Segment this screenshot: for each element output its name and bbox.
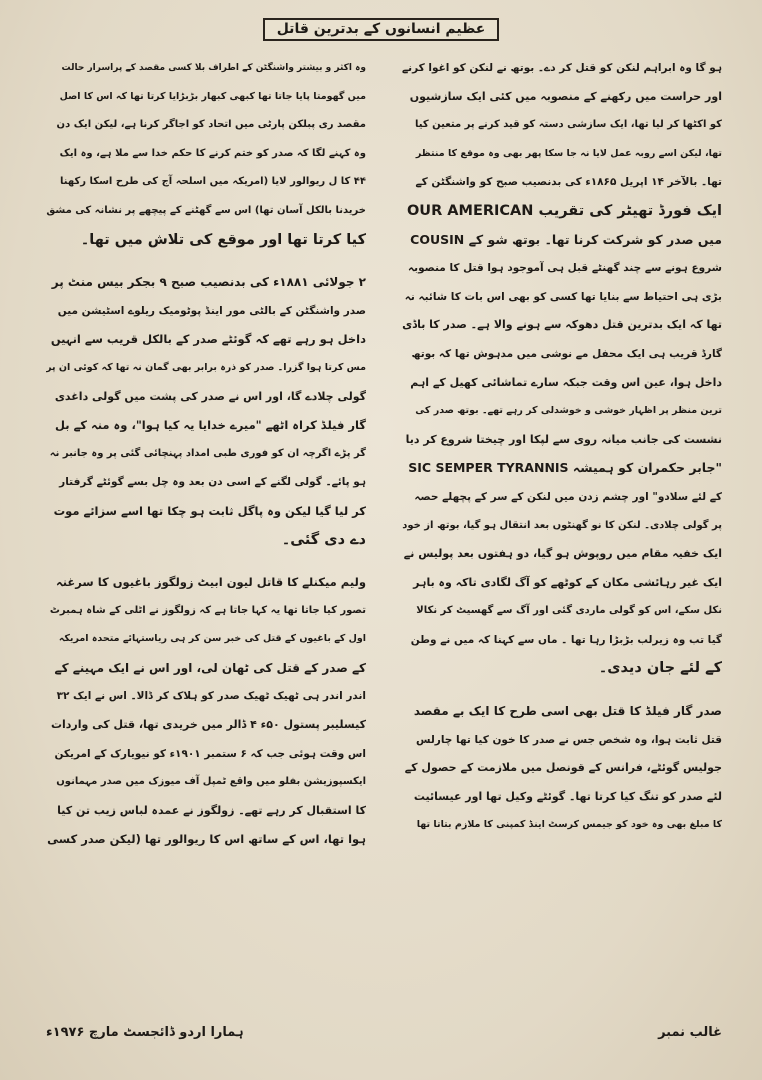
text-line: اول کے باغیوں کے قتل کی خبر سن کر ہی ریاستہائے متحدہ امریکہ <box>58 633 366 645</box>
text-line: کا استقبال کر رہے تھے۔ زولگوز نے عمدہ لباس زیب تن کیا <box>57 803 366 817</box>
text-line: میں صدر کو شرکت کرنا تھا۔ بوتھ شو کے COUSIN <box>410 231 722 247</box>
text-line: ہوا تھا، اس کے ساتھ اس کا ریوالور تھا (لیکن صدر کسی <box>47 832 366 847</box>
text-line: "جابر حکمران کو ہمیشہ SIC SEMPER TYRANNIS <box>408 460 722 476</box>
paragraph <box>402 697 722 840</box>
text-line: جولیس گوئٹے، فرانس کے قونصل میں ملازمت کے حصول کے <box>404 761 722 775</box>
text-line: تھا کہ ایک بدترین قتل دھوکہ سے ہونے والا ہے۔ صدر کا باڈی <box>402 318 722 332</box>
text-line: صدر واشنگٹن کے بالٹی مور اینڈ پوٹومیک ریلوے اسٹیشن میں <box>57 304 366 317</box>
text-line: کے صدر کے قتل کی ٹھان لی، اور اس نے ایک مہینے کے <box>54 660 366 675</box>
text-line: ایک غیر رہائشی مکان کے کوٹھے کو آگ لگادی تاکہ وہ باہر <box>413 575 722 589</box>
text-line: گارڈ قریب ہی ایک محفل مے نوشی میں مدہوش تھا کہ بوتھ <box>411 347 722 360</box>
text-line: پر گولی چلادی۔ لنکن کا نو گھنٹوں بعد انتقال ہو گیا، بوتھ از خود <box>402 519 722 531</box>
text-line: ایک فورڈ تھیٹر کی تقریب OUR AMERICAN <box>406 202 722 219</box>
footer-issue: غالب نمبر <box>658 1025 722 1040</box>
paragraph <box>46 54 366 254</box>
text-line: ترین منظر پر اظہار خوشی و خوشدلی کر رہے تھے۔ بوتھ صدر کی <box>415 405 722 417</box>
page-footer <box>46 1025 722 1040</box>
text-line: ہو پائے۔ گولی لگنے کے اسی دن بعد وہ چل بسے گوئٹے گرفتار <box>59 476 366 489</box>
text-line: شروع ہونے سے چند گھنٹے قبل ہی آموجود ہوا قتل کا منصوبہ <box>407 262 722 275</box>
text-line: ۲ جولائی ۱۸۸۱ء کی بدنصیب صبح ۹ بجکر بیس منٹ پر <box>51 275 366 290</box>
page-header <box>0 18 762 41</box>
text-line: وہ اکثر و بیشتر واشنگٹن کے اطراف بلا کسی مقصد کے پراسرار حالت <box>61 63 366 73</box>
text-line: بڑی ہی احتیاط سے بنایا تھا کسی کو بھی اس بات کا شائبہ نہ <box>404 290 722 303</box>
text-line: وہ کہنے لگا کہ صدر کو ختم کرنے کا حکم خدا سے ملا ہے، وہ ایک <box>59 147 366 159</box>
paragraph <box>46 568 366 854</box>
text-line: صدر گار فیلڈ کا قتل بھی اسی طرح کا ایک بے مقصد <box>413 704 722 719</box>
right-column <box>402 54 722 1004</box>
text-line: ۴۴ کا ل ریوالور لایا (امریکہ میں اسلحہ آج کی طرح اسکا رکھنا <box>60 176 366 188</box>
text-line: نکل سکے، اس کو گولی ماردی گئی اور آگ سے گھسیٹ کر نکالا <box>416 605 722 617</box>
text-line: تھا، لیکن اسے روبہ عمل لایا نہ جا سکا پھر بھی وہ موقع کا منتظر <box>415 147 722 159</box>
text-line: اس وقت ہوئی جب کہ ۶ ستمبر ۱۹۰۱ء کو نیویارک کے امریکن <box>54 747 366 760</box>
text-line: دے دی گئی۔ <box>281 531 366 548</box>
text-line: ایک خفیہ مقام میں روپوش ہو گیا، دو ہفتوں بعد پولیس نے <box>403 547 722 561</box>
text-line: اندر اندر ہی ٹھیک ٹھیک صدر کو ہلاک کر ڈالا۔ اس نے ایک ۳۲ <box>56 690 366 703</box>
text-line: گیا تب وہ زیرلب بڑبڑا رہا تھا ۔ ماں سے کہنا کہ میں نے وطن <box>410 633 722 646</box>
paragraph <box>402 54 722 683</box>
text-line: کیسلیبر پستول ۵۰ء ۴ ڈالر میں خریدی تھا، قتل کی واردات <box>50 718 366 732</box>
text-columns <box>46 54 722 1004</box>
text-line: نشست کی جانب میانہ روی سے لپکا اور چیختا شروع کر دیا <box>405 432 722 446</box>
text-line: میں گھومتا پایا جاتا تھا کبھی کبھار بڑبڑایا کرتا تھا کہ اس کا اصل <box>59 90 366 102</box>
text-line: قتل ثابت ہوا، وہ شخص جس نے صدر کا خون کیا تھا چارلس <box>416 733 722 746</box>
text-line: گر پڑے اگرچہ ان کو فوری طبی امداد پہنچائی گئی پر وہ جانبر نہ <box>49 447 366 459</box>
text-line: گار فیلڈ کراہ اٹھے "میرے خدایا یہ کیا ہوا"، وہ منہ کے بل <box>54 418 366 433</box>
text-line: تصور کیا جاتا تھا یہ کہا جاتا ہے کہ زولگوز نے اٹلی کے شاہ ہمبرٹ <box>49 604 366 616</box>
text-line: خریدنا بالکل آسان تھا) اس سے گھٹنے کے پیچھے پر نشانہ کی مشق <box>46 204 366 216</box>
text-line: کو اکٹھا کر لیا تھا، ایک سازشی دستہ کو قید کرنے پر متعین کیا <box>415 119 722 131</box>
text-line: مس کرتا ہوا گزرا۔ صدر کو ذرہ برابر بھی گمان نہ تھا کہ کوئی ان پر <box>46 361 366 373</box>
text-line: ایکسپوزیشن بفلو میں واقع ٹمپل آف میوزک میں صدر مہمانوں <box>56 776 366 788</box>
text-line: اور حراست میں رکھنے کے منصوبہ میں کئی ایک سازشیوں <box>409 89 722 103</box>
text-line: گولی چلادے گا، اور اس نے صدر کی پشت میں گولی داغدی <box>54 389 366 403</box>
text-line: کے لئے جان دیدی۔ <box>598 660 722 677</box>
text-line: داخل ہو رہے تھے کہ گوئٹے صدر کے بالکل قریب سے انہیں <box>50 332 366 347</box>
text-line: داخل ہوا، عین اس وقت جبکہ سارے تماشائی کھیل کے اہم <box>410 375 722 389</box>
text-line: ہو گا وہ ابراہم لنکن کو قتل کر دے۔ بوتھ نے لنکن کو اغوا کرنے <box>402 62 722 74</box>
footer-publication: ہمارا اردو ڈائجسٹ مارچ ۱۹۷۶ء <box>46 1025 244 1040</box>
text-line: کا مبلغ بھی وہ خود کو جیمس کرسٹ اینڈ کمپنی کا ملازم بتاتا تھا <box>416 819 722 831</box>
left-column <box>46 54 366 1004</box>
text-line: کیا کرتا تھا اور موقع کی تلاش میں تھا۔ <box>80 231 366 248</box>
text-line: مقصد ری پبلکن پارٹی میں اتحاد کو اجاگر کرنا ہے، لیکن ایک دن <box>56 119 366 131</box>
text-line: کے لئے سلادو" اور چشم زدن میں لنکن کے سر کے پچھلے حصہ <box>414 490 722 503</box>
text-line: ولیم میکنلے کا قاتل لیون ابیٹ زولگوز باغیوں کا سرغنہ <box>55 575 366 590</box>
text-line: کر لیا گیا لیکن وہ پاگل ثابت ہو چکا تھا اسے سزائے موت <box>53 503 366 518</box>
text-line: تھا۔ بالآخر ۱۴ اپریل ۱۸۶۵ء کی بدنصیب صبح کو واشنگٹن کے <box>415 176 722 189</box>
paragraph <box>46 268 366 554</box>
text-line: لئے صدر کو تنگ کیا کرتا تھا۔ گوئٹے وکیل تھا اور عیسائیت <box>413 789 722 803</box>
page-title: عظیم انسانوں کے بدترین قاتل <box>263 18 500 41</box>
